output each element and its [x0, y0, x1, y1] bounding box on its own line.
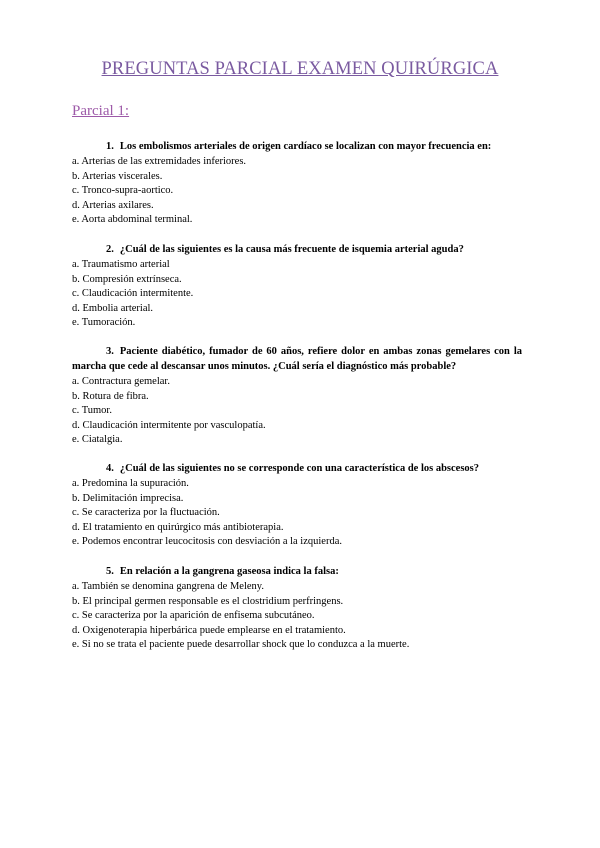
option-d: d. El tratamiento en quirúrgico más antibioterapia. — [72, 521, 284, 533]
option-e: e. Podemos encontrar leucocitosis con desviación a la izquierda. — [72, 536, 342, 548]
question-text — [72, 139, 522, 154]
option-a: a. Contractura gemelar. — [72, 376, 170, 387]
question-prompt: ¿Cuál de las siguientes es la causa más frecuente de isquemia arterial aguda? — [119, 244, 464, 255]
question-number: 3. — [106, 346, 114, 357]
option-d: d. Embolia arterial. — [72, 302, 154, 314]
option-e: e. Ciatalgia. — [72, 434, 123, 446]
option-b: b. Compresión extrínseca. — [72, 273, 182, 285]
option-a: a. También se denomina gangrena de Meleny. — [72, 581, 264, 592]
question-5 — [72, 564, 522, 653]
question-3 — [72, 344, 522, 448]
option-c: c. Claudicación intermitente. — [72, 288, 194, 300]
question-number: 1. — [106, 141, 114, 152]
option-d: d. Claudicación intermitente por vasculopatía. — [72, 419, 266, 431]
question-text — [72, 242, 522, 257]
option-a: a. Traumatismo arterial — [72, 259, 170, 270]
page-title: PREGUNTAS PARCIAL EXAMEN QUIRÚRGICA — [101, 59, 499, 79]
option-d: d. Arterias axilares. — [72, 199, 154, 211]
question-number: 2. — [106, 244, 114, 255]
question-prompt: Paciente diabético, fumador de 60 años, refiere dolor en ambas zonas gemelares con la marcha que cede al descansar unos minutos. ¿Cuál sería el diagnóstico más probable? — [72, 346, 522, 372]
option-e: e. Si no se trata el paciente puede desarrollar shock que lo conduzca a la muerte. — [72, 639, 410, 651]
option-b: b. Rotura de fibra. — [72, 390, 149, 402]
option-a: a. Arterias de las extremidades inferiores. — [72, 156, 247, 167]
option-e: e. Aorta abdominal terminal. — [72, 214, 193, 226]
section-heading: Parcial 1: — [72, 103, 130, 119]
question-4 — [72, 461, 522, 550]
option-c: c. Se caracteriza por la fluctuación. — [72, 507, 220, 519]
question-text — [72, 344, 522, 374]
option-d: d. Oxigenoterapia hiperbárica puede emplearse en el tratamiento. — [72, 624, 346, 636]
question-text — [72, 564, 522, 579]
question-prompt: En relación a la gangrena gaseosa indica la falsa: — [119, 566, 339, 577]
option-c: c. Se caracteriza por la aparición de enfisema subcutáneo. — [72, 610, 315, 622]
option-e: e. Tumoración. — [72, 317, 136, 329]
option-c: c. Tronco-supra-aortico. — [72, 185, 174, 197]
option-b: b. Delimitación imprecisa. — [72, 492, 184, 504]
question-2 — [72, 242, 522, 331]
option-b: b. Arterias viscerales. — [72, 170, 163, 182]
option-b: b. El principal germen responsable es el clostridium perfringens. — [72, 595, 344, 607]
question-text — [72, 461, 522, 476]
option-a: a. Predomina la supuración. — [72, 478, 189, 489]
question-number: 4. — [106, 463, 114, 474]
option-c: c. Tumor. — [72, 405, 112, 417]
question-1 — [72, 139, 522, 228]
question-prompt: Los embolismos arteriales de origen cardíaco se localizan con mayor frecuencia en: — [119, 141, 492, 152]
question-prompt: ¿Cuál de las siguientes no se corresponde con una característica de los abscesos? — [119, 463, 480, 474]
question-number: 5. — [106, 566, 114, 577]
